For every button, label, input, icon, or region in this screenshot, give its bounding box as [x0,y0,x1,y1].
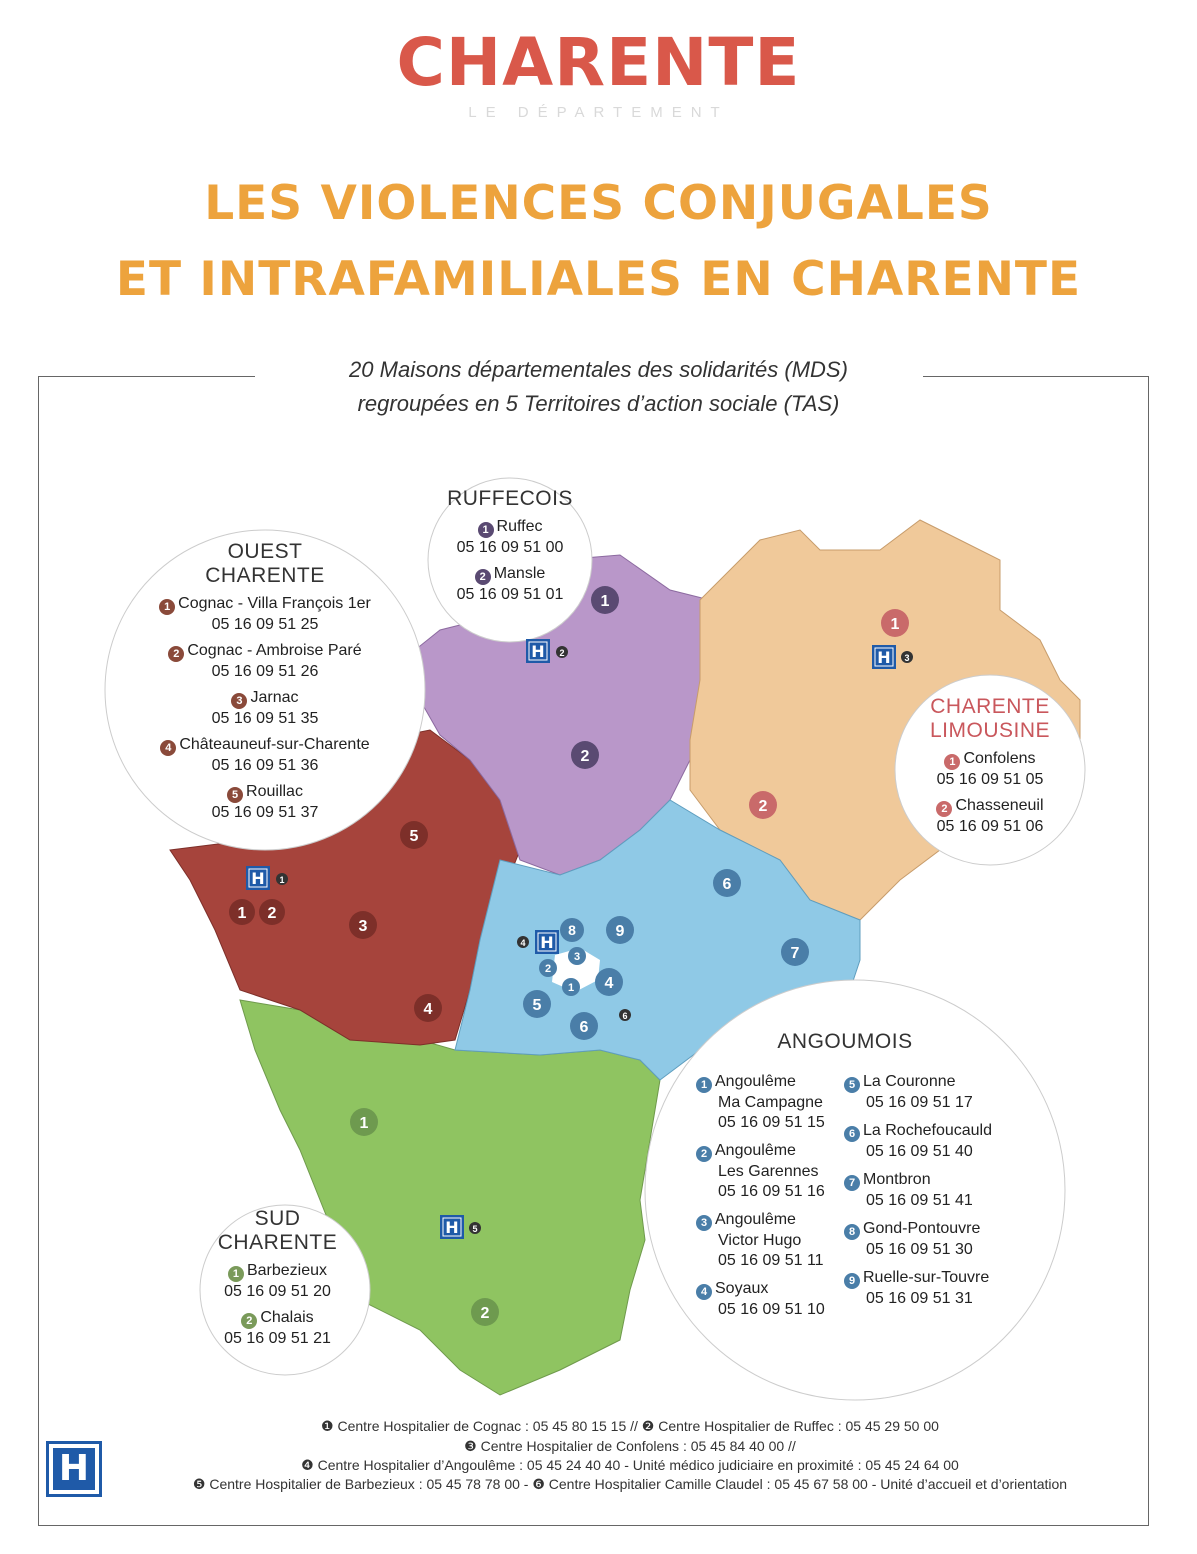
limousine-mds-2 [905,796,1075,837]
limousine-title-line2: LIMOUSINE [929,719,1051,742]
mds-name-2: Victor Hugo [718,1232,802,1249]
mds-phone: 05 16 09 51 00 [456,539,564,556]
angoumois-mds-8 [844,1219,1024,1260]
number-badge: 6 [844,1126,860,1142]
footer-line3: ❹ Centre Hospitalier d’Angoulême : 05 45 24 40 40 - Unité médico judiciaire en proximité : 05 45 24 64 00 [301,1457,959,1473]
mds-phone: 05 16 09 51 30 [866,1241,973,1258]
number-badge: 8 [844,1224,860,1240]
angoumois-mds-2 [696,1141,846,1202]
marker-ouest-4 [414,994,442,1022]
marker-ruffecois-1 [591,586,619,614]
number-badge: 2 [936,801,952,817]
svg-text:4: 4 [604,975,614,992]
map-subtitle-line2: regroupées en 5 Territoires d’action sociale (TAS) [357,391,840,416]
svg-text:1: 1 [237,905,247,922]
marker-angoumois-6 [570,1012,598,1040]
svg-text:3: 3 [904,653,910,663]
number-badge: 3 [231,693,247,709]
ouest-mds-5 [130,782,400,823]
footer-line2: ❸ Centre Hospitalier de Confolens : 05 45 84 40 00 // [464,1438,796,1454]
mds-name: Angoulême [715,1142,796,1159]
mds-phone: 05 16 09 51 15 [718,1114,825,1131]
hospital-marker-camille-claudel [619,1009,631,1021]
marker-ouest-3 [349,911,377,939]
mds-phone: 05 16 09 51 40 [866,1143,973,1160]
marker-angoumois-3 [568,947,586,965]
marker-sud-1 [350,1108,378,1136]
svg-text:2: 2 [480,1305,490,1322]
svg-text:5: 5 [409,828,419,845]
svg-text:2: 2 [758,798,768,815]
svg-text:1: 1 [359,1115,369,1132]
mds-name-2: Ma Campagne [718,1094,823,1111]
ouest-title-line1: OUEST [227,540,303,563]
svg-text:2: 2 [544,963,552,975]
angoumois-mds-6 [844,1121,1024,1162]
mds-name: Châteauneuf-sur-Charente [179,736,370,753]
svg-text:H: H [445,1218,459,1237]
limousine-mds-1 [905,749,1075,790]
ouest-mds-2 [130,641,400,682]
mds-name: Gond-Pontouvre [863,1220,981,1237]
mds-name: Cognac - Ambroise Paré [187,642,362,659]
svg-text:1: 1 [567,982,575,994]
marker-angoumois-5 [523,990,551,1018]
marker-ouest-5 [400,821,428,849]
mds-phone: 05 16 09 51 25 [211,616,319,633]
svg-text:3: 3 [573,951,581,963]
ouest-title-line2: CHARENTE [205,564,325,587]
map-subtitle-line1: 20 Maisons départementales des solidarités (MDS) [349,357,848,382]
mds-phone: 05 16 09 51 01 [456,586,564,603]
sud-info [195,1207,360,1349]
svg-text:H: H [531,642,545,661]
angoumois-mds-9 [844,1268,1024,1309]
mds-name: Angoulême [715,1211,796,1228]
angoumois-mds-3 [696,1210,846,1271]
page-title-line1: LES VIOLENCES CONJUGALES [204,176,993,231]
svg-text:3: 3 [358,918,368,935]
number-badge: 1 [478,522,494,538]
angoumois-mds-5 [844,1072,1024,1113]
ruffecois-info [425,487,595,605]
angoumois-col-right [844,1064,1024,1309]
ouest-info [130,540,400,823]
number-badge: 2 [475,569,491,585]
mds-phone: 05 16 09 51 37 [211,804,319,821]
mds-name: Rouillac [246,783,303,800]
marker-angoumois-1 [562,978,580,996]
mds-name: Soyaux [715,1280,769,1297]
mds-name-2: Les Garennes [718,1163,819,1180]
logo-subtitle: LE DÉPARTEMENT [468,104,729,121]
mds-phone: 05 16 09 51 21 [224,1330,331,1347]
mds-name: Confolens [963,750,1036,767]
hospital-icon-letter: H [53,1448,95,1490]
number-badge: 1 [696,1077,712,1093]
angoumois-title: ANGOUMOIS [777,1030,913,1053]
mds-name: Chasseneuil [955,797,1044,814]
svg-text:1: 1 [600,593,610,610]
ruffecois-title: RUFFECOIS [447,487,573,510]
svg-text:4: 4 [520,938,526,948]
mds-name: Angoulême [715,1073,796,1090]
mds-phone: 05 16 09 51 20 [224,1283,331,1300]
marker-ruffecois-2 [571,741,599,769]
svg-text:4: 4 [423,1001,433,1018]
number-badge: 4 [696,1284,712,1300]
marker-angoumois-6b [713,869,741,897]
ouest-mds-4 [130,735,400,776]
svg-text:9: 9 [615,923,625,940]
svg-text:H: H [251,869,265,888]
angoumois-mds-1 [696,1072,846,1133]
mds-phone: 05 16 09 51 16 [718,1183,825,1200]
angoumois-mds-7 [844,1170,1024,1211]
mds-name: Cognac - Villa François 1er [178,595,371,612]
svg-text:1: 1 [279,875,285,885]
mds-name: Mansle [493,565,546,582]
mds-phone: 05 16 09 51 36 [211,757,319,774]
footer-line4: ❺ Centre Hospitalier de Barbezieux : 05 45 78 78 00 - ❻ Centre Hospitalier Camille Claudel : 05 45 67 58 00 - Unité d’accueil et d’orientation [192,1476,1068,1492]
ouest-mds-1 [130,594,400,635]
marker-limousine-1 [881,609,909,637]
svg-text:H: H [540,933,554,952]
sud-mds-1 [195,1261,360,1302]
mds-phone: 05 16 09 51 10 [718,1301,825,1318]
mds-phone: 05 16 09 51 06 [936,818,1044,835]
mds-name: Ruelle-sur-Touvre [863,1269,990,1286]
svg-text:2: 2 [580,748,590,765]
mds-phone: 05 16 09 51 17 [866,1094,973,1111]
sud-title-line2: CHARENTE [217,1231,338,1254]
mds-phone: 05 16 09 51 31 [866,1290,973,1307]
svg-text:5: 5 [532,997,542,1014]
marker-limousine-2 [749,791,777,819]
svg-text:6: 6 [722,876,732,893]
ruffecois-mds-2 [425,564,595,605]
mds-name: Montbron [863,1171,931,1188]
mds-phone: 05 16 09 51 41 [866,1192,973,1209]
mds-name: Jarnac [250,689,299,706]
ruffecois-mds-1 [425,517,595,558]
logo-title: CHARENTE [396,24,801,101]
marker-angoumois-4 [595,968,623,996]
mds-name: La Couronne [863,1073,956,1090]
svg-text:2: 2 [559,648,565,658]
svg-text:2: 2 [267,905,277,922]
sud-mds-2 [195,1308,360,1349]
angoumois-col-left [696,1064,846,1320]
number-badge: 1 [228,1266,244,1282]
marker-angoumois-7 [781,938,809,966]
number-badge: 2 [696,1146,712,1162]
mds-phone: 05 16 09 51 35 [211,710,319,727]
mds-name: Chalais [260,1309,314,1326]
mds-name: Barbezieux [246,1262,328,1279]
number-badge: 3 [696,1215,712,1231]
svg-text:8: 8 [568,922,576,938]
number-badge: 2 [168,646,184,662]
mds-name: La Rochefoucauld [863,1122,992,1139]
svg-text:5: 5 [472,1224,478,1234]
number-badge: 9 [844,1273,860,1289]
svg-text:6: 6 [579,1019,589,1036]
marker-ouest-2 [259,899,285,925]
marker-angoumois-8 [560,918,584,942]
number-badge: 7 [844,1175,860,1191]
angoumois-mds-4 [696,1279,846,1320]
mds-name: Ruffec [496,518,543,535]
svg-text:1: 1 [890,616,900,633]
mds-phone: 05 16 09 51 26 [211,663,319,680]
svg-text:7: 7 [790,945,800,962]
number-badge: 1 [159,599,175,615]
number-badge: 4 [160,740,176,756]
mds-phone: 05 16 09 51 05 [936,771,1044,788]
sud-title-line1: SUD [254,1207,301,1230]
ouest-mds-3 [130,688,400,729]
number-badge: 1 [944,754,960,770]
svg-text:6: 6 [622,1011,628,1021]
marker-sud-2 [471,1298,499,1326]
number-badge: 5 [227,787,243,803]
angoumois-title-wrap [740,1030,950,1054]
marker-angoumois-9 [606,916,634,944]
marker-angoumois-2 [539,959,557,977]
svg-text:H: H [877,648,891,667]
number-badge: 5 [844,1077,860,1093]
footer-line1: ❶ Centre Hospitalier de Cognac : 05 45 80 15 15 // ❷ Centre Hospitalier de Ruffec : 05 45 29 50 00 [321,1418,939,1434]
limousine-info [905,695,1075,837]
mds-phone: 05 16 09 51 11 [718,1252,824,1269]
marker-ouest-1 [229,899,255,925]
page-title-line2: ET INTRAFAMILIALES EN CHARENTE [115,252,1082,307]
number-badge: 2 [241,1313,257,1329]
hospital-icon [46,1441,102,1497]
limousine-title-line1: CHARENTE [930,695,1050,718]
